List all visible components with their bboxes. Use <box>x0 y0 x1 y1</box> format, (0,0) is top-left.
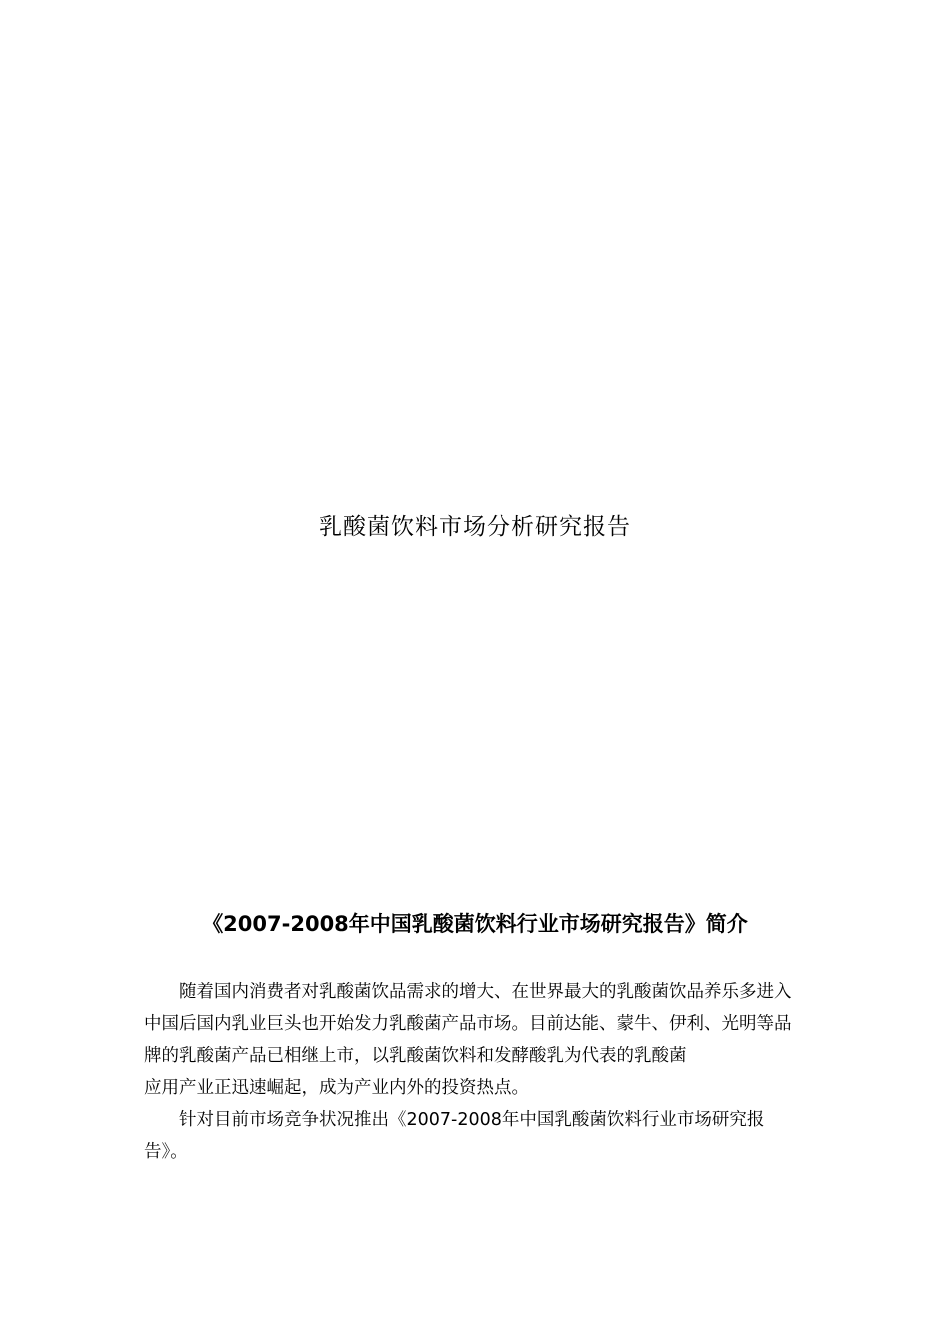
section-heading: 《2007-2008年中国乳酸菌饮料行业市场研究报告》简介 <box>202 912 748 936</box>
document-title: 乳酸菌饮料市场分析研究报告 <box>319 514 631 540</box>
paragraph-report-launch: 针对目前市场竞争状况推出《2007-2008年中国乳酸菌饮料行业市场研究报告》。 <box>144 1110 765 1162</box>
paragraph-intro: 随着国内消费者对乳酸菌饮品需求的增大、在世界最大的乳酸菌饮品养乐多进入中国后国内乳业巨头也开始发力乳酸菌产品市场。目前达能、蒙牛、伊利、光明等品牌的乳酸菌产品已相继上市，以乳酸菌饮料和发酵酸乳为代表的乳酸菌 <box>144 982 792 1066</box>
paragraph-continuation: 应用产业正迅速崛起，成为产业内外的投资热点。 <box>144 1078 529 1098</box>
body-text <box>144 976 808 1168</box>
